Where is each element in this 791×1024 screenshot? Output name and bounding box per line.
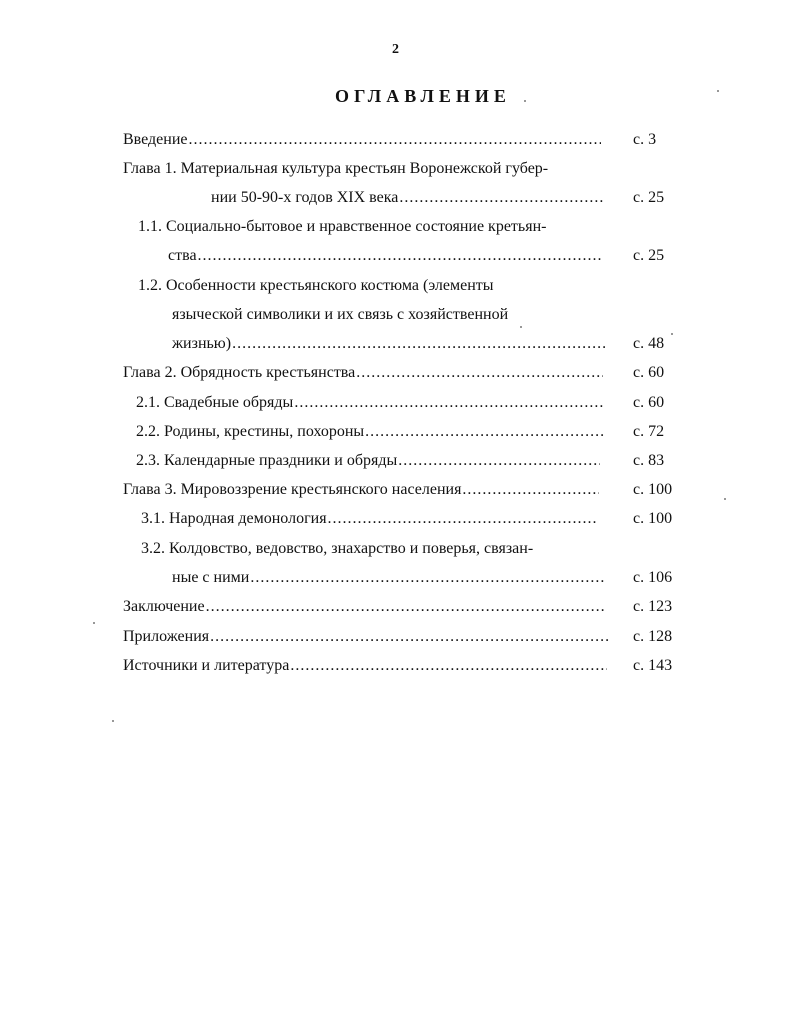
toc-entry-chapter-1-cont — [0, 186, 791, 210]
toc-entry-text: Заключение — [123, 598, 205, 615]
toc-entry-text: 2.1. Свадебные обряды — [136, 394, 294, 411]
toc-entry-text: 3.2. Колдовство, ведовство, знахарство и поверья, связан- — [141, 540, 534, 557]
toc-page-ref: с. 25 — [633, 247, 665, 264]
toc-entry-section-1-1-cont — [0, 244, 791, 268]
toc-entry-text: 3.1. Народная демонология — [141, 510, 327, 527]
toc-entry-text: ные с ними — [172, 569, 250, 586]
toc-entry-text: 2.3. Календарные праздники и обряды — [136, 452, 398, 469]
toc-entry-section-3-1 — [0, 507, 791, 531]
toc-entry-section-2-1 — [0, 391, 791, 415]
dot-leader — [290, 654, 607, 678]
toc-title: ОГЛАВЛЕНИЕ — [335, 86, 511, 106]
toc-page-ref: с. 48 — [633, 335, 665, 352]
toc-page-ref: с. 60 — [633, 364, 665, 381]
toc-entry-text: Глава 2. Обрядность крестьянства — [123, 364, 356, 381]
toc-entry-text: нии 50-90-х годов XIX века — [211, 189, 399, 206]
scan-speck — [112, 720, 114, 722]
toc-entry-chapter-2 — [0, 361, 791, 385]
toc-page-ref: с. 25 — [633, 189, 665, 206]
toc-entry-conclusion — [0, 595, 791, 619]
scan-speck — [724, 498, 726, 500]
toc-page-ref: с. 72 — [633, 423, 665, 440]
scan-speck — [524, 100, 526, 102]
toc-entry-text: 2.2. Родины, крестины, похороны — [136, 423, 365, 440]
toc-entry-text: языческой символики и их связь с хозяйственной — [172, 306, 509, 323]
toc-page-ref: с. 100 — [633, 481, 673, 498]
scan-speck — [717, 90, 719, 92]
toc-entry-text: Приложения — [123, 628, 210, 645]
dot-leader — [328, 507, 597, 531]
scan-speck — [520, 326, 522, 328]
toc-entry-text: Введение — [123, 131, 188, 148]
toc-entry-section-1-2 — [0, 274, 791, 298]
toc-entry-section-2-3 — [0, 449, 791, 473]
toc-entry-text: Источники и литература — [123, 657, 290, 674]
dot-leader — [399, 186, 603, 210]
toc-entry-chapter-1 — [0, 157, 791, 181]
toc-page-ref: с. 3 — [633, 131, 657, 148]
dot-leader — [398, 449, 600, 473]
toc-page-ref: с. 128 — [633, 628, 673, 645]
toc-entry-text: 1.2. Особенности крестьянского костюма (элементы — [138, 277, 494, 294]
toc-page-ref: с. 143 — [633, 657, 673, 674]
toc-page-ref: с. 60 — [633, 394, 665, 411]
toc-page-ref: с. 123 — [633, 598, 673, 615]
toc-page-ref: с. 83 — [633, 452, 665, 469]
dot-leader — [198, 244, 601, 268]
scan-speck — [671, 333, 673, 335]
toc-page-ref: с. 106 — [633, 569, 673, 586]
toc-entry-introduction — [0, 128, 791, 152]
dot-leader — [232, 332, 605, 356]
dot-leader — [206, 595, 605, 619]
toc-entry-section-1-2-cont — [0, 303, 791, 327]
dot-leader — [210, 625, 609, 649]
dot-leader — [365, 420, 604, 444]
toc-entry-text: 1.1. Социально-бытовое и нравственное состояние кретьян- — [138, 218, 547, 235]
toc-entry-appendices — [0, 625, 791, 649]
toc-entry-text: Глава 3. Мировоззрение крестьянского населения — [123, 481, 462, 498]
toc-entry-section-3-2-cont — [0, 566, 791, 590]
toc-entry-chapter-3 — [0, 478, 791, 502]
dot-leader — [250, 566, 604, 590]
page-number: 2 — [392, 42, 399, 57]
toc-entry-section-1-1 — [0, 215, 791, 239]
dot-leader — [294, 391, 604, 415]
toc-page-ref: с. 100 — [633, 510, 673, 527]
toc-entry-section-2-2 — [0, 420, 791, 444]
toc-entry-text: ства — [168, 247, 197, 264]
toc-entry-text: Глава 1. Материальная культура крестьян Воронежской губер- — [123, 160, 549, 177]
toc-entry-sources — [0, 654, 791, 678]
toc-entry-section-1-2-cont2 — [0, 332, 791, 356]
dot-leader — [189, 128, 602, 152]
scan-speck — [93, 622, 95, 624]
toc-entry-section-3-2 — [0, 537, 791, 561]
toc-entry-text: жизнью) — [172, 335, 232, 352]
dot-leader — [356, 361, 603, 385]
dot-leader — [462, 478, 599, 502]
